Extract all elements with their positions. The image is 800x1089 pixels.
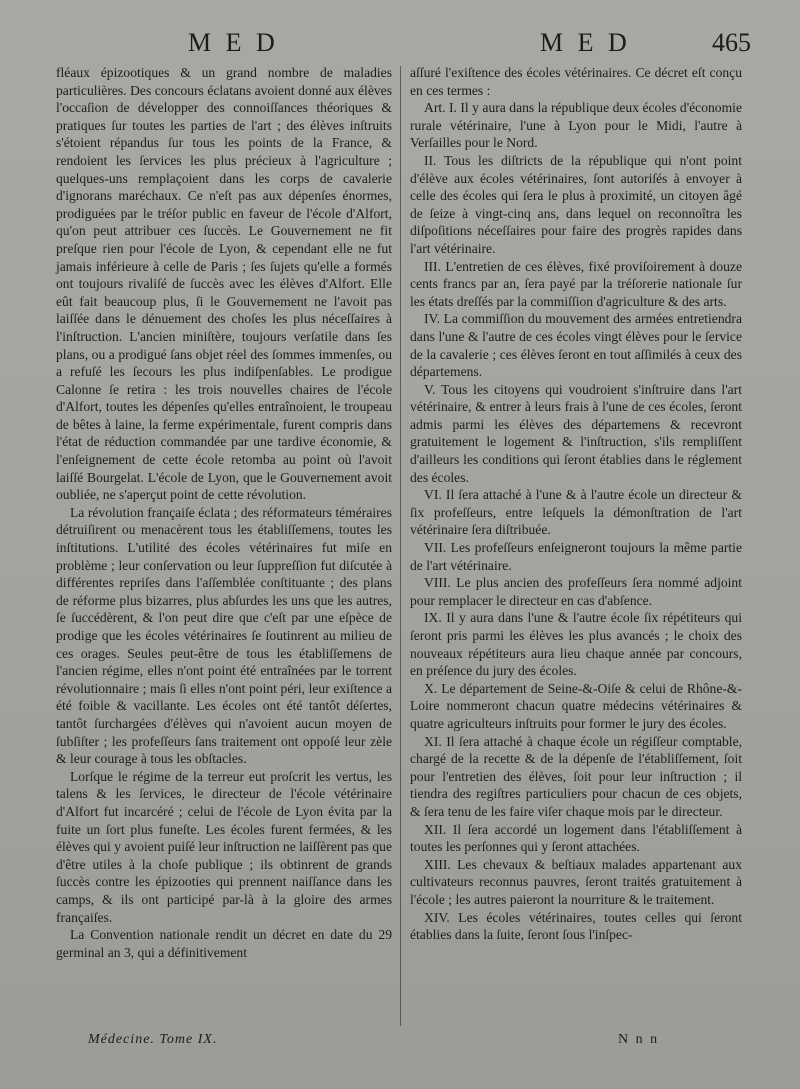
paragraph: La révolution françaiſe éclata ; des réformateurs téméraires détruiſirent ou menacèrent tous les établiſſemens, toutes les inſtitutions. L'utilité des écoles vétérinaires fut miſe en problème ; leur conſervation ou leur ſuppreſſion fut diſcutée à différentes repriſes dans l'aſſemblée conſtituante ; des plans de réforme plus bizarres, plus abſurdes les uns que les autres, ſe ſuccédèrent, & l'on peut dire que c'eſt par une eſpèce de prodige que les écoles vétérinaires ſe ſoutinrent au milieu de ces orages. Seules peut-être de tous les établiſſemens de l'ancien régime, elles n'ont point été entraînées par le torrent révolutionnaire ; mais ſi elles n'ont point péri, leur exiſtence a été foible & vacillante. Les écoles ont été tantôt déſertes, tantôt ſurchargées d'élèves qui n'avoient aucun moyen de ſubſiſter ; les profeſſeurs ſans traitement ont oppoſé leur zèle & leur courage à tous les obſtacles.	[56, 504, 392, 767]
article: X. Le département de Seine-&-Oiſe & celui de Rhône-&-Loire nommeront chacun quatre médecins vétérinaires & quatre agriculteurs inſtruits pour former le jury des écoles.	[410, 680, 742, 731]
article: Art. I. Il y aura dans la république deux écoles d'économie rurale vétérinaire, l'une à Lyon pour le Midi, l'autre à Verſailles pour le Nord.	[410, 100, 742, 151]
paragraph: La Convention nationale rendit un décret en date du 29 germinal an 3, qui a définitivement	[56, 927, 392, 960]
column-divider	[400, 66, 401, 1026]
article: XIII. Les chevaux & beſtiaux malades appartenant aux cultivateurs reconnus pauvres, ſeront traités gratuitement à l'école ; les autres paieront la nourriture & le traitement.	[410, 856, 742, 907]
paragraph: fléaux épizootiques & un grand nombre de maladies particulières. Des concours éclatans avoient donné aux élèves l'occaſion de développer des connoiſſances théoriques & pratiques ſur toutes les parties de l'art ; des élèves inſtruits s'étoient répandus ſur tous les points de la France, & rendoient les ſervices les plus précieux à l'agriculture ; quelques-uns remplaçoient dans les corps de cavalerie d'ignorans maréchaux. Ce n'eſt pas aux dépenſes énormes, prodiguées par le tréſor public en faveur de l'école d'Alfort, qu'on peut attribuer ces ſuccès. Le Gouvernement ne fit preſque rien pour l'école de Lyon, & cependant elle ne fut jamais inférieure à celle de Paris ; ſes ſujets qu'elle a formés ont toujours rivaliſé de ſuccès avec les élèves d'Alfort. Elle eût fait beaucoup plus, ſi le Gouvernement ne l'avoit pas laiſſée dans le dénuement des choſes les plus néceſſaires à l'inſtruction. L'ancien miniſtère, toujours verſatile dans ſes plans, ou a prodigué ſans objet réel des ſommes immenſes, ou a refuſé les ſecours les plus indiſpenſables. Le prodigue Calonne ſe retira : les trois nouvelles chaires de l'école d'Alfort, toutes les dépenſes qu'elles entraînoient, le troupeau de bêtes à laine, la ferme expérimentale, furent compris dans l'état de réduction commandée par une tardive économie, & l'enſeignement de cette école retomba au point où l'avoit laiſſé Bourgelat. L'école de Lyon, que le Gouvernement avoit oubliée, ne s'aperçut point de cette révolution.	[56, 65, 392, 503]
paragraph: Lorſque le régime de la terreur eut proſcrit les vertus, les talens & les ſervices, le directeur de l'école vétérinaire d'Alfort fut incarcéré ; celui de l'école de Lyon évita par la fuite un ſort plus funeſte. Les écoles furent fermées, & les élèves qui y avoient puiſé leur inſtruction ne laiſſèrent pas que d'être utiles à la choſe publique ; ils obtinrent de grands ſuccès contre les épizooties qui prennent naiſſance dans les camps, & ils ont participé par-là à la gloire des armes françaiſes.	[56, 768, 392, 925]
article: IV. La commiſſion du mouvement des armées entretiendra dans l'une & l'autre de ces écoles vingt élèves pour le ſervice de la cavalerie ; ces élèves ſeront en tout aſſimilés à ceux des départemens.	[410, 311, 742, 380]
article: XI. Il ſera attaché à chaque école un régiſſeur comptable, chargé de la recette & de la dépenſe de l'établiſſement, ſoit pour l'entretien des élèves, ſoit pour leur inſtruction ; il tiendra des regiſtres particuliers pour chacun de ces objets, & ſera tenu de les faire viſer chaque mois par le directeur.	[410, 733, 742, 819]
running-head-left: M E D	[188, 28, 279, 57]
paragraph: aſſuré l'exiſtence des écoles vétérinaires. Ce décret eſt conçu en ces termes :	[410, 65, 742, 98]
article: VII. Les profeſſeurs enſeigneront toujours la même partie de l'art vétérinaire.	[410, 540, 742, 573]
article: II. Tous les diſtricts de la république qui n'ont point d'élève aux écoles vétérinaires, ſont autoriſés à envoyer à celle des écoles qui ſera le plus à proximité, un citoyen âgé de ſeize à vingt-cinq ans, dans lequel on reconnoîtra les diſpoſitions néceſſaires pour faire des progrès rapides dans l'art vétérinaire.	[410, 152, 742, 256]
article: IX. Il y aura dans l'une & l'autre école ſix répétiteurs qui ſeront pris parmi les élèves les plus avancés ; le choix des nouveaux répétiteurs aura lieu chaque année par concours, en préſence du jury des écoles.	[410, 610, 742, 679]
right-column	[410, 64, 742, 944]
article: XII. Il ſera accordé un logement dans l'établiſſement à toutes les perſonnes qui y ſeront attachées.	[410, 821, 742, 855]
page-number: 465	[712, 28, 751, 57]
running-head-right: M E D	[540, 28, 631, 57]
footer-signature: N n n	[618, 1032, 660, 1047]
article: XIV. Les écoles vétérinaires, toutes celles qui ſeront établies dans la ſuite, ſeront ſous l'inſpec-	[410, 909, 742, 943]
article: V. Tous les citoyens qui voudroient s'inſtruire dans l'art vétérinaire, & entrer à leurs frais à l'une de ces écoles, ſeront admis parmi les élèves des départemens & recevront gratuitement le logement & l'inſtruction, s'ils rempliſſent d'ailleurs les conditions qui ſeront établies dans le réglement des écoles.	[410, 381, 742, 485]
footer-volume: Médecine. Tome IX.	[88, 1032, 218, 1047]
article: VI. Il ſera attaché à l'une & à l'autre école un directeur & ſix profeſſeurs, entre leſquels la démonſtration de l'art vétérinaire ſera diſtribuée.	[410, 487, 742, 538]
left-column	[56, 64, 392, 961]
article: III. L'entretien de ces élèves, fixé proviſoirement à douze cents francs par an, ſera payé par la tréſorerie nationale ſur les états dreſſés par la commiſſion d'agriculture & des arts.	[410, 258, 742, 309]
article: VIII. Le plus ancien des profeſſeurs ſera nommé adjoint pour remplacer le directeur en cas d'abſence.	[410, 575, 742, 608]
